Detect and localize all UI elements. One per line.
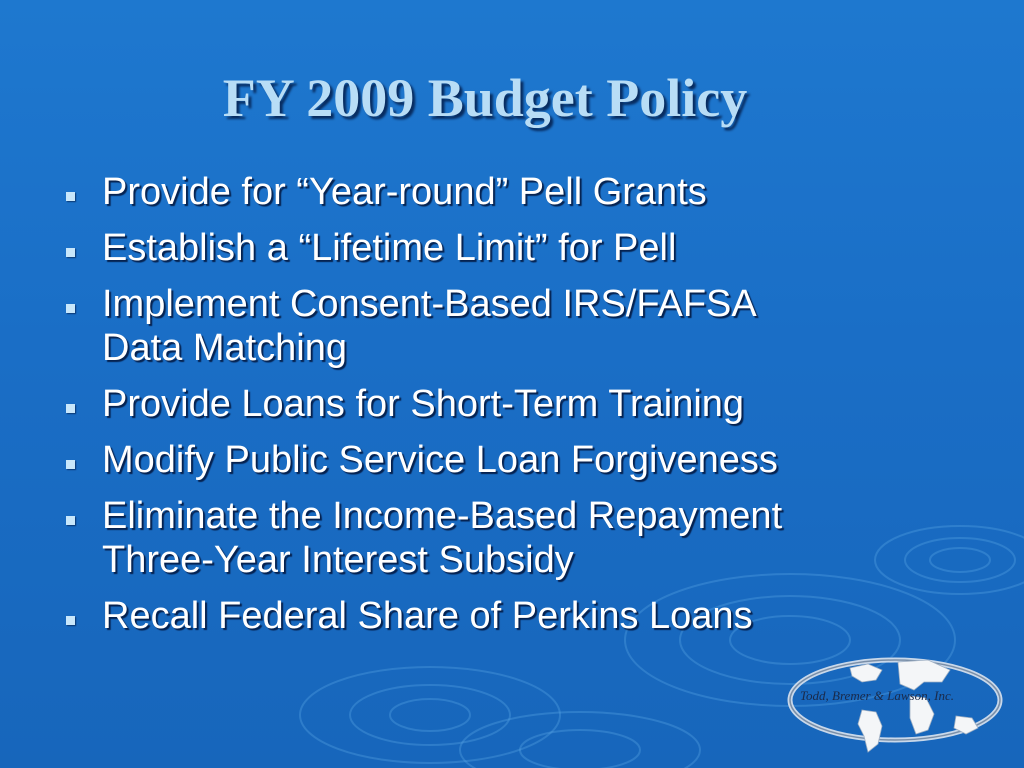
bullet-item [64,594,944,638]
square-bullet-icon [66,304,75,313]
bullet-item [64,382,944,426]
bullet-text-continued: Data Matching [102,327,348,369]
bullet-text-continued: Three-Year Interest Subsidy [102,539,574,581]
square-bullet-icon [66,248,75,257]
bullet-item [64,438,944,482]
bullet-text: Establish a “Lifetime Limit” for Pell [102,227,677,269]
bullet-item [64,170,944,214]
bullet-item [64,282,944,370]
square-bullet-icon [66,616,75,625]
square-bullet-icon [66,460,75,469]
slide-title: FY 2009 Budget Policy [222,68,748,128]
square-bullet-icon [66,516,75,525]
bullet-text: Recall Federal Share of Perkins Loans [102,595,753,637]
bullet-item [64,494,944,582]
logo-text: Todd, Bremer & Lawson, Inc. [800,688,954,703]
square-bullet-icon [66,192,75,201]
company-logo [780,650,1010,760]
bullet-list [64,170,944,650]
bullet-text: Provide Loans for Short-Term Training [102,383,745,425]
bullet-item [64,226,944,270]
bullet-text: Modify Public Service Loan Forgiveness [102,439,778,481]
bullet-text: Eliminate the Income-Based Repayment [102,495,783,537]
bullet-text: Implement Consent-Based IRS/FAFSA [102,283,757,325]
square-bullet-icon [66,404,75,413]
globe-icon [780,650,1010,760]
bullet-text: Provide for “Year-round” Pell Grants [102,171,707,213]
